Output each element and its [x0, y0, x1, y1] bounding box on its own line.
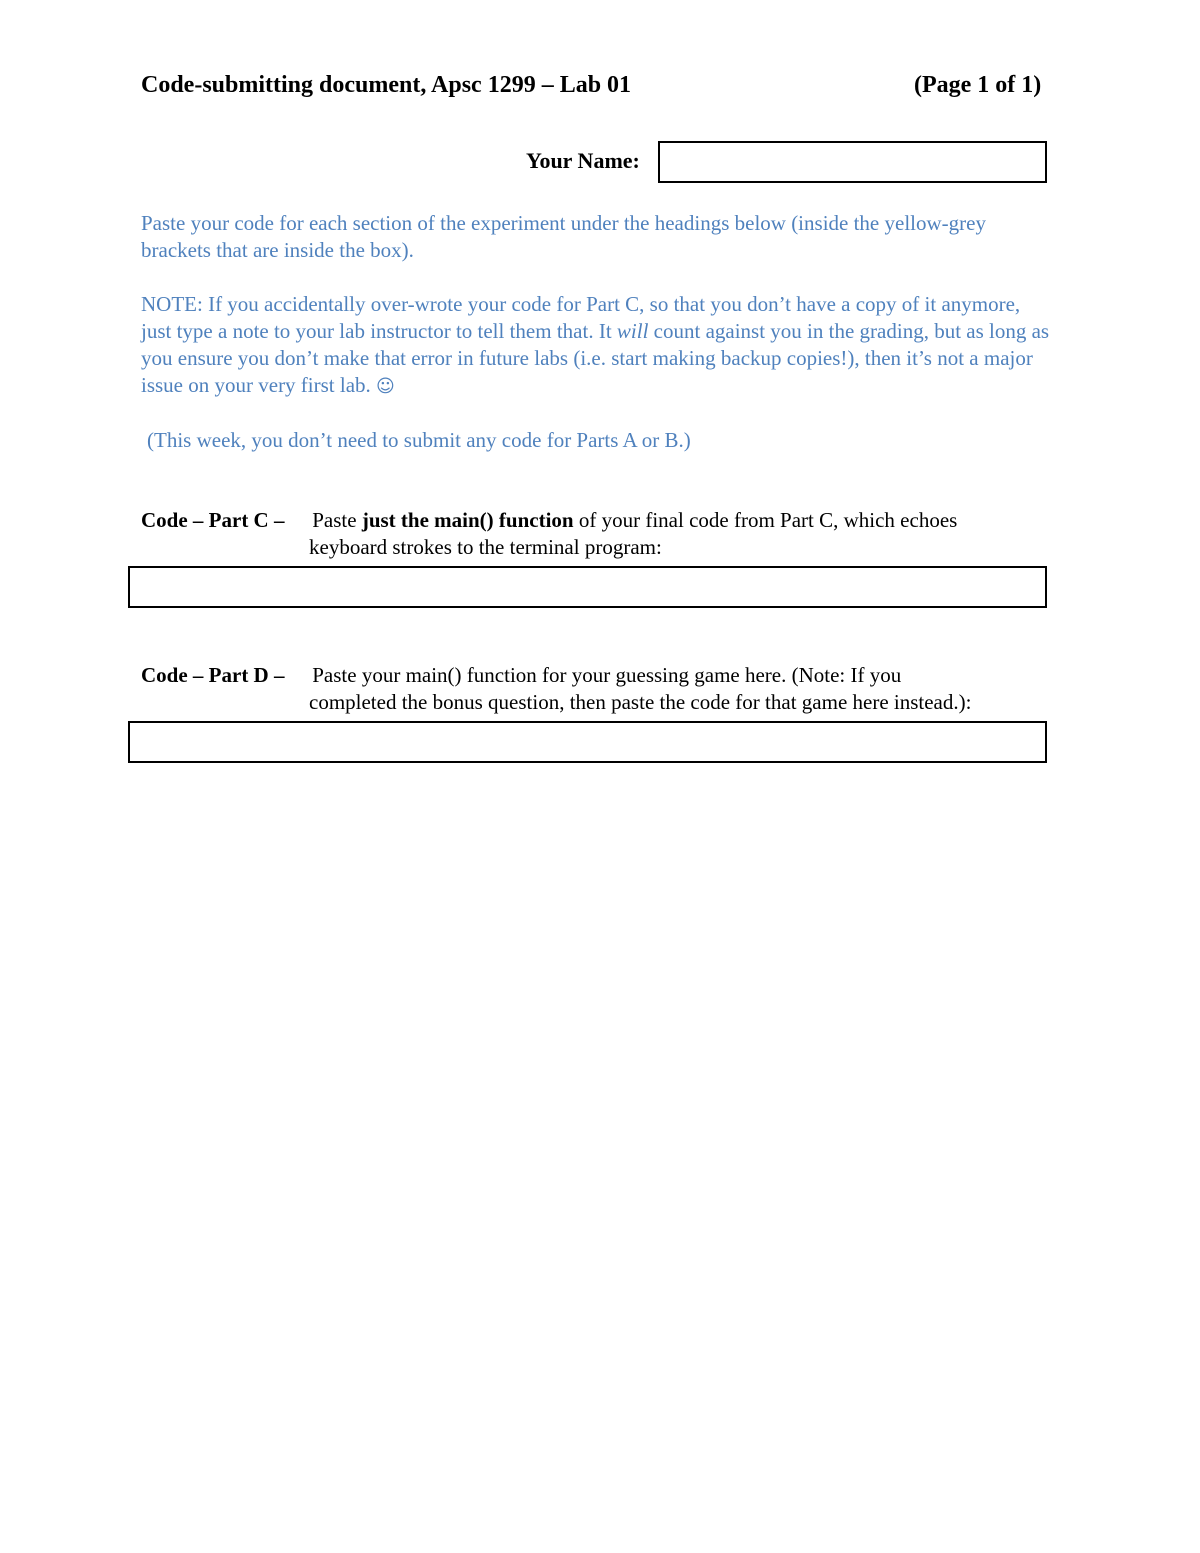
- part-d-code-box[interactable]: [128, 721, 1047, 763]
- your-name-field[interactable]: [658, 141, 1047, 183]
- note-text-continued: count against you in the grading, but as long as you ensure you don’t make that error in future labs (i.e. start making backup copies!), then it’s not a major issue on your very first lab.: [141, 319, 1050, 397]
- part-c-instruction-rest: of your final code from Part C, which echoes: [573, 508, 958, 532]
- part-c-instruction-continued: keyboard strokes to the terminal program:: [309, 535, 662, 559]
- part-d-label: Code – Part D –: [141, 663, 285, 687]
- part-d-instruction-continued: completed the bonus question, then paste the code for that game here instead.):: [309, 690, 972, 714]
- part-c-heading: [141, 507, 957, 561]
- note-paragraph: [141, 291, 1051, 400]
- document-title: Code-submitting document, Apsc 1299 – Lab 01: [141, 72, 632, 98]
- part-c-instruction-bold: just the main() function: [361, 508, 574, 532]
- note-emphasis: will: [616, 319, 649, 343]
- part-c-code-box[interactable]: [128, 566, 1047, 608]
- part-c-label: Code – Part C –: [141, 508, 285, 532]
- instructions-paragraph: Paste your code for each section of the experiment under the headings below (inside the yellow-grey brackets that are inside the box).: [141, 211, 986, 262]
- part-c-instruction: Paste: [307, 508, 362, 532]
- parts-ab-note: (This week, you don’t need to submit any code for Parts A or B.): [147, 428, 691, 452]
- note-text: NOTE: If you accidentally over-wrote your code for Part C, so that you don’t have a copy of it anymore, just type a note to your lab instructor to tell them that. It: [141, 292, 1021, 343]
- smiley-icon: ☺: [376, 376, 395, 397]
- part-d-heading: [141, 662, 971, 716]
- page-indicator: (Page 1 of 1): [914, 72, 1042, 98]
- part-d-instruction: Paste your main() function for your guessing game here. (Note: If you: [307, 663, 902, 687]
- your-name-label: Your Name:: [526, 148, 640, 173]
